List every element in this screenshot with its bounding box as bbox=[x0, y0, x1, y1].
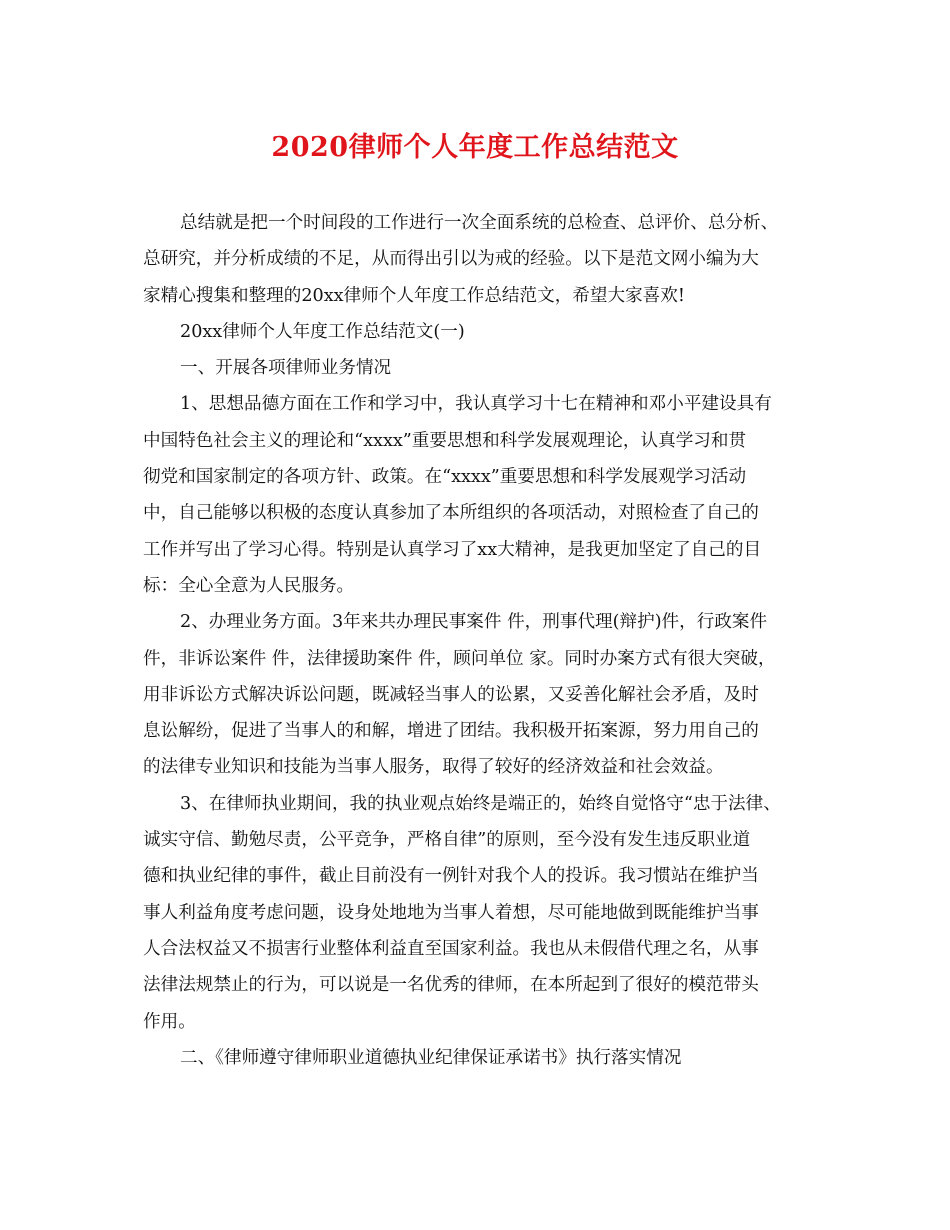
document-body bbox=[143, 205, 833, 1076]
text-line: 件，非诉讼案件 件，法律援助案件 件，顾问单位 家。同时办案方式有很大突破， bbox=[143, 648, 776, 669]
text-line: 彻党和国家制定的各项方针、政策。在“xxxx”重要思想和科学发展观学习活动 bbox=[143, 467, 747, 488]
text-line: 3、在律师执业期间，我的执业观点始终是端正的，始终自觉恪守“忠于法律、 bbox=[180, 793, 781, 814]
text-line: 1、思想品德方面在工作和学习中，我认真学习十七在精神和邓小平建设具有 bbox=[180, 394, 772, 415]
text-line: 人合法权益又不损害行业整体利益直至国家利益。我也从未假借代理之名，从事 bbox=[143, 938, 759, 959]
text-line: 用非诉讼方式解决诉讼问题，既减轻当事人的讼累，又妥善化解社会矛盾，及时 bbox=[143, 684, 759, 705]
text-line: 工作并写出了学习心得。特别是认真学习了xx大精神，是我更加坚定了自己的目 bbox=[143, 539, 762, 560]
text-line: 事人利益角度考虑问题，设身处地地为当事人着想，尽可能地做到既能维护当事 bbox=[143, 902, 759, 923]
text-line: 中，自己能够以积极的态度认真参加了本所组织的各项活动，对照检查了自己的 bbox=[143, 503, 759, 524]
text-line: 总研究，并分析成绩的不足，从而得出引以为戒的经验。以下是范文网小编为大 bbox=[143, 249, 759, 270]
text-line: 息讼解纷，促进了当事人的和解，增进了团结。我积极开拓案源，努力用自己的 bbox=[143, 721, 759, 742]
text-line: 作用。 bbox=[143, 1011, 196, 1032]
text-line: 一、开展各项律师业务情况 bbox=[180, 358, 392, 379]
text-line: 标：全心全意为人民服务。 bbox=[143, 575, 355, 596]
text-line: 中国特色社会主义的理论和“xxxx”重要思想和科学发展观理论，认真学习和贯 bbox=[143, 430, 747, 451]
text-line: 20xx律师个人年度工作总结范文(一) bbox=[180, 321, 465, 342]
text-line: 2、办理业务方面。3年来共办理民事案件 件，刑事代理(辩护)件，行政案件 bbox=[180, 612, 768, 633]
text-line: 的法律专业知识和技能为当事人服务，取得了较好的经济效益和社会效益。 bbox=[143, 757, 724, 778]
text-line: 诚实守信、勤勉尽责，公平竞争，严格自律”的原则，至今没有发生违反职业道 bbox=[143, 830, 751, 851]
text-line: 二、《律师遵守律师职业道德执业纪律保证承诺书》执行落实情况 bbox=[180, 1047, 682, 1068]
text-line: 法律法规禁止的行为，可以说是一名优秀的律师，在本所起到了很好的模范带头 bbox=[143, 975, 759, 996]
text-line: 德和执业纪律的事件，截止目前没有一例针对我个人的投诉。我习惯站在维护当 bbox=[143, 866, 759, 887]
text-line: 家精心搜集和整理的20xx律师个人年度工作总结范文，希望大家喜欢! bbox=[143, 285, 685, 306]
page-title: 2020律师个人年度工作总结范文 bbox=[271, 132, 679, 163]
text-line: 总结就是把一个时间段的工作进行一次全面系统的总检查、总评价、总分析、 bbox=[180, 213, 779, 233]
